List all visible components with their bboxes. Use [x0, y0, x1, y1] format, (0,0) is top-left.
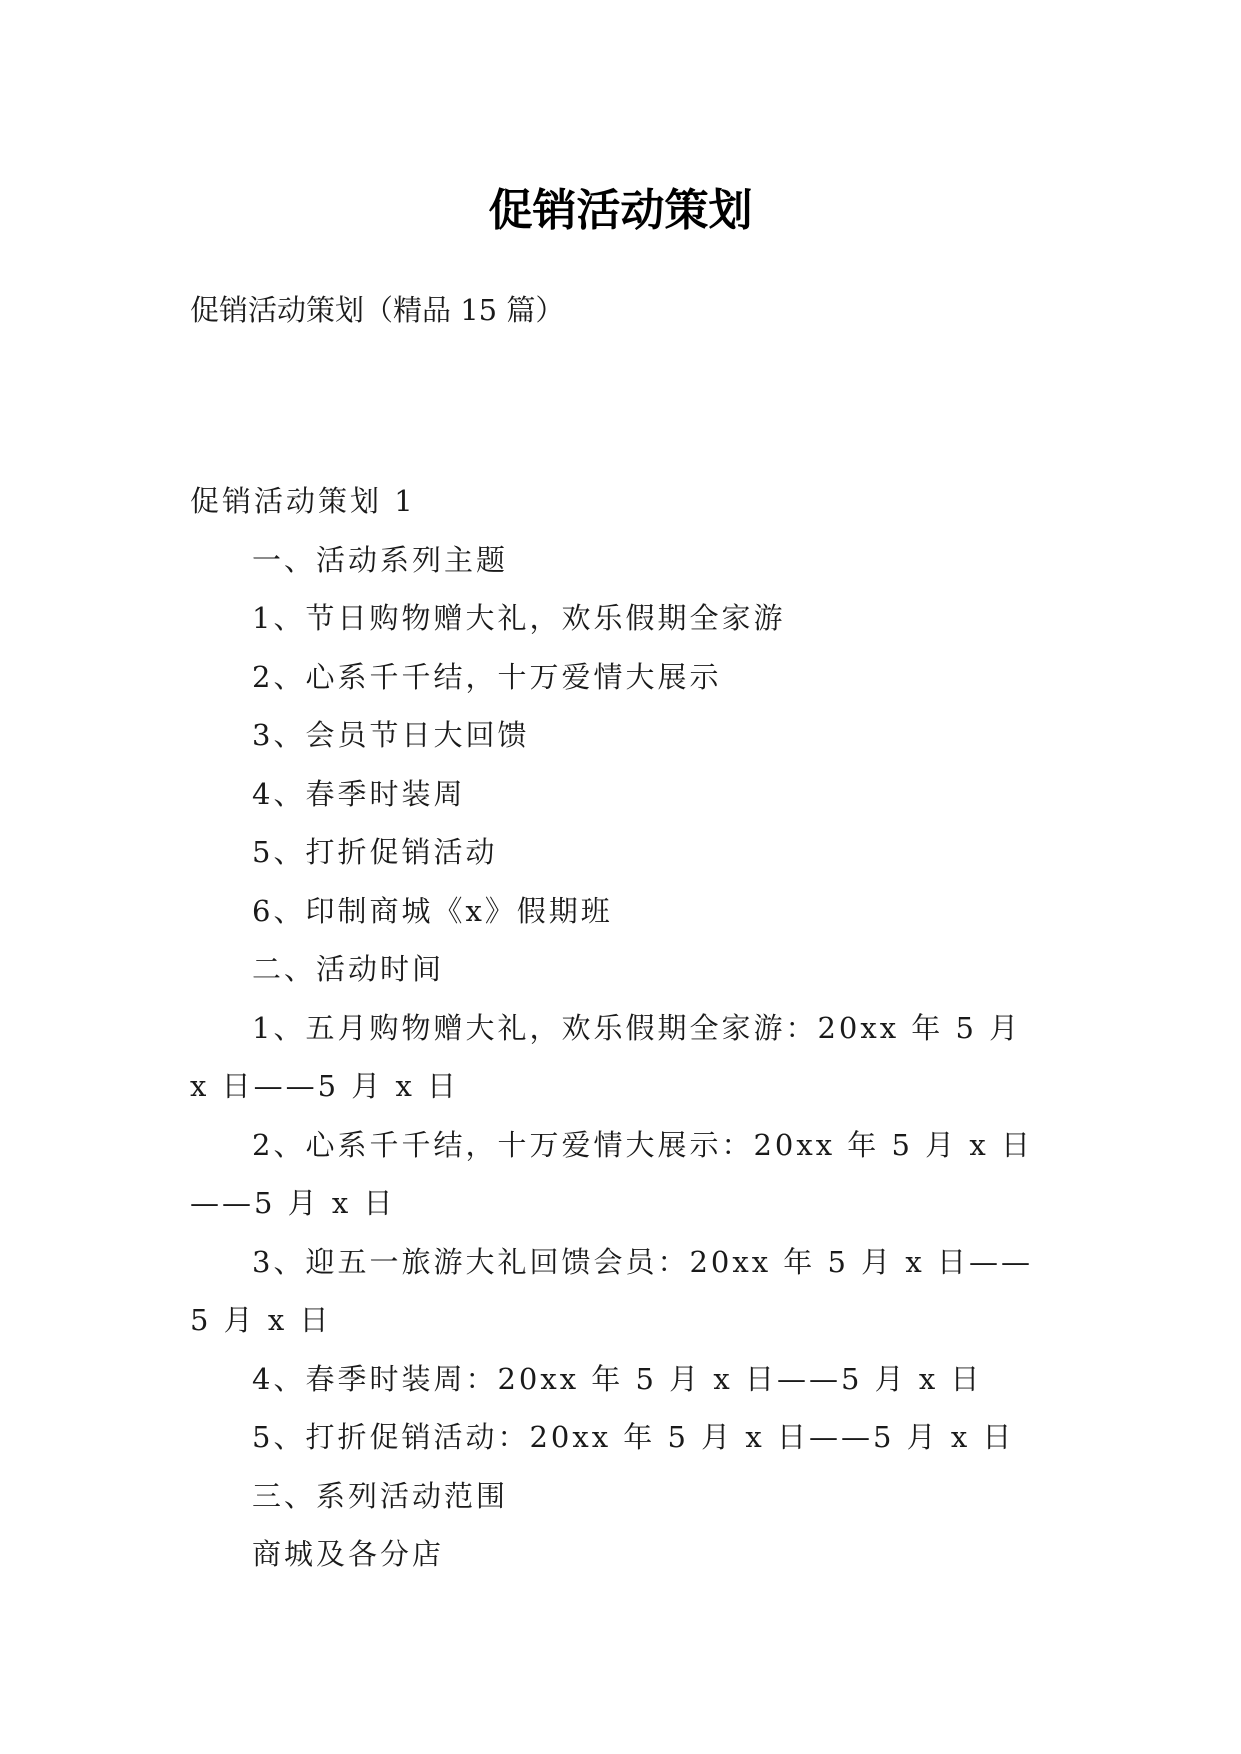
paragraph: 4、春季时装周 [252, 776, 466, 811]
document-body [190, 472, 1050, 1584]
paragraph: 1、五月购物赠大礼，欢乐假期全家游：20xx 年 5 月 x 日——5 月 x 日 [190, 1010, 1034, 1103]
paragraph: 一、活动系列主题 [252, 542, 509, 577]
paragraph: 2、心系千千结，十万爱情大展示 [252, 659, 722, 694]
paragraph: 2、心系千千结，十万爱情大展示：20xx 年 5 月 x 日——5 月 x 日 [190, 1127, 1033, 1220]
paragraph: 二、活动时间 [252, 952, 445, 986]
paragraph: 6、印制商城《x》假期班 [252, 893, 613, 928]
paragraph: 4、春季时装周：20xx 年 5 月 x 日——5 月 x 日 [252, 1361, 983, 1396]
paragraph: 商城及各分店 [252, 1537, 445, 1571]
paragraph: 5、打折促销活动：20xx 年 5 月 x 日——5 月 x 日 [252, 1420, 1015, 1454]
paragraph: 5、打折促销活动 [252, 835, 498, 869]
document-title: 促销活动策划 [488, 185, 753, 237]
paragraph: 三、系列活动范围 [252, 1478, 509, 1513]
paragraph: 1、节日购物赠大礼，欢乐假期全家游 [252, 601, 786, 635]
paragraph: 促销活动策划 1 [190, 484, 416, 518]
paragraph: 3、会员节日大回馈 [252, 718, 530, 752]
document-subtitle: 促销活动策划（精品 15 篇） [190, 293, 565, 327]
paragraph: 3、迎五一旅游大礼回馈会员：20xx 年 5 月 x 日——5 月 x 日 [190, 1244, 1033, 1337]
